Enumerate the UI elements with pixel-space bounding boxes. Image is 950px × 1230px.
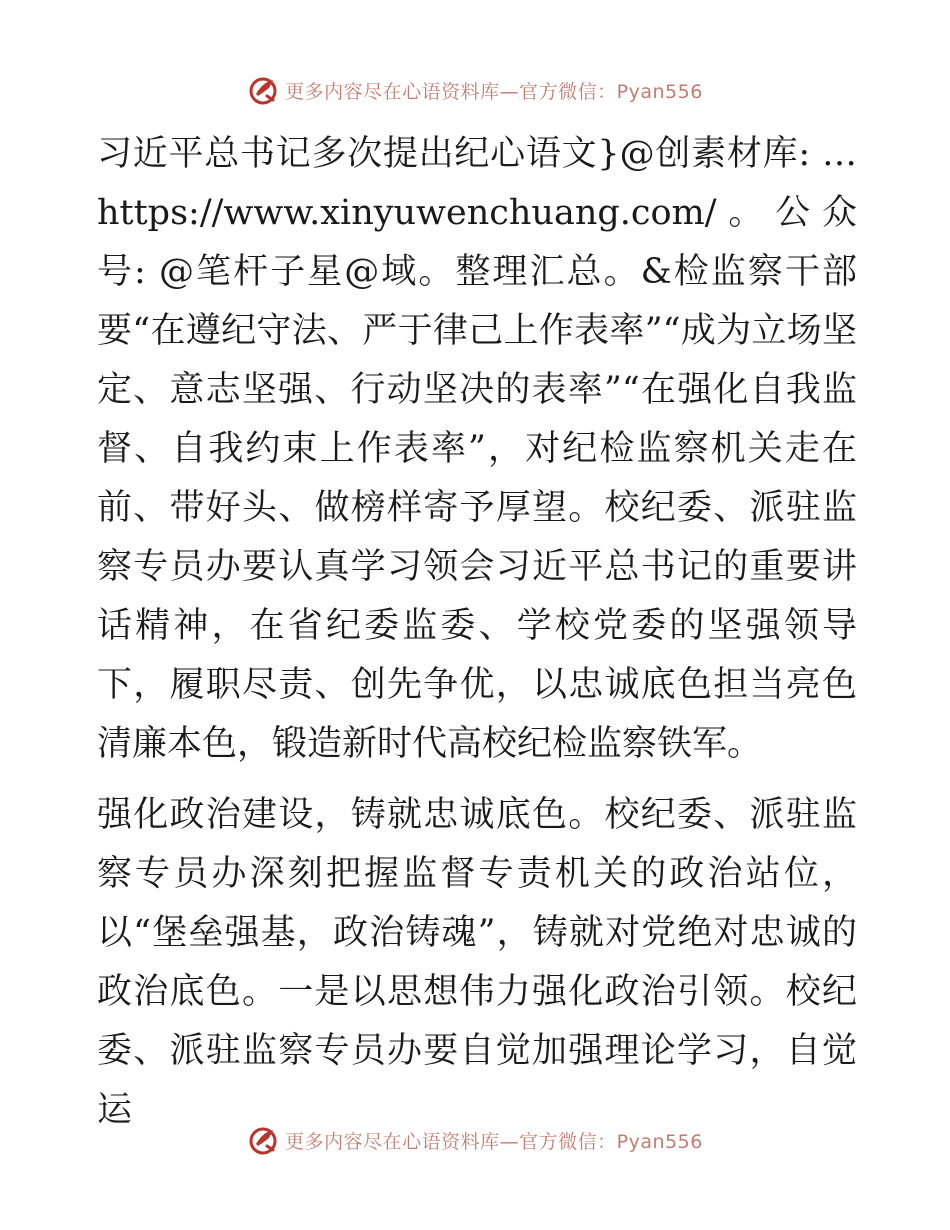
header-banner	[0, 70, 950, 110]
footer-banner-text: 更多内容尽在心语资料库—官方微信：Pyan556	[285, 1130, 703, 1153]
seal-logo-icon	[247, 1124, 279, 1156]
document-body	[97, 125, 857, 1140]
seal-logo-icon	[247, 74, 279, 106]
paragraph-2: 强化政治建设，铸就忠诚底色。校纪委、派驻监察专员办深刻把握监督专责机关的政治站位，以“堡垒强基，政治铸魂”，铸就对党绝对忠诚的政治底色。一是以思想伟力强化政治引领。校纪委、派驻监察专员办要自觉加强理论学习，自觉运	[97, 795, 857, 1130]
paragraph-1: 习近平总书记多次提出纪心语文}@创素材库: … https://www.xinyuwenchuang.com/。公众号: @笔杆子星@域。整理汇总。&检监察干部要“在遵纪守法、严于律己上作表率”“成为立场坚定、意志坚强、行动坚决的表率”“在强化自我监督、自我约束上作表率”，对纪检监察机关走在前、带好头、做榜样寄予厚望。校纪委、派驻监察专员办要认真学习领会习近平总书记的重要讲话精神，在省纪委监委、学校党委的坚强领导下，履职尽责、创先争优，以忠诚底色担当亮色清廉本色，锻造新时代高校纪检监察铁军。	[97, 134, 857, 764]
header-banner-text: 更多内容尽在心语资料库—官方微信：Pyan556	[285, 80, 703, 103]
footer-banner	[0, 1120, 950, 1160]
